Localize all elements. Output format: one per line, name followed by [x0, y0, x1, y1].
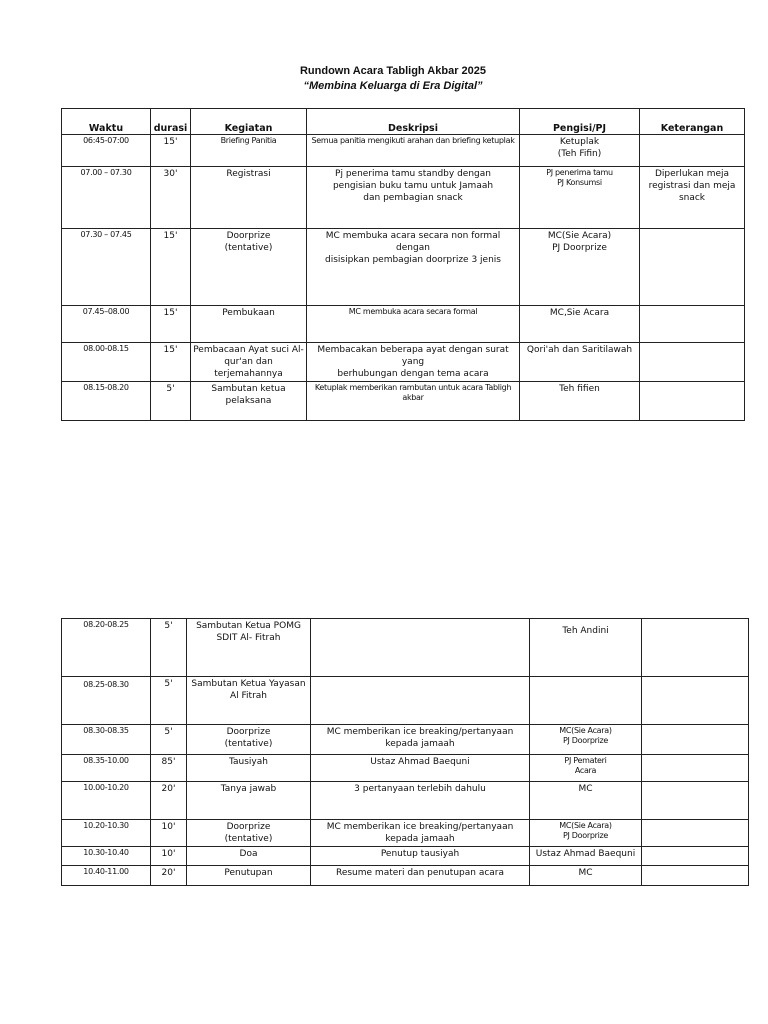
cell-waktu: 10.20-10.30 — [62, 820, 151, 847]
cell-pengisi — [530, 820, 642, 847]
cell-pengisi: Ustaz Ahmad Baequni — [530, 847, 642, 866]
cell-deskripsi — [307, 167, 520, 229]
cell-line: Sambutan Ketua Yayasan — [191, 679, 306, 689]
cell-line: Ketuplak memberikan rambutan untuk acara Tabligh — [314, 383, 512, 392]
table-row — [62, 343, 745, 382]
header-kegiatan: Kegiatan — [191, 109, 307, 135]
cell-waktu: 10.40-11.00 — [62, 866, 151, 886]
cell-deskripsi — [311, 820, 530, 847]
cell-kegiatan — [187, 677, 311, 725]
cell-line: MC(Sie Acara) — [547, 231, 612, 241]
document-title: Rundown Acara Tabligh Akbar 2025 — [299, 65, 487, 77]
cell-deskripsi — [307, 382, 520, 421]
cell-waktu: 10.00-10.20 — [62, 782, 151, 820]
cell-line: Pembacaan Ayat suci Al- — [193, 345, 304, 355]
cell-kegiatan: Registrasi — [191, 167, 307, 229]
cell-keterangan — [640, 343, 745, 382]
cell-line: Ketuplak — [559, 137, 600, 147]
cell-deskripsi — [307, 343, 520, 382]
cell-keterangan — [642, 820, 749, 847]
cell-deskripsi: Penutup tausiyah — [311, 847, 530, 866]
cell-durasi: 5' — [151, 725, 187, 755]
document-title-block — [0, 64, 768, 94]
table-row — [62, 135, 745, 167]
cell-kegiatan — [187, 619, 311, 677]
cell-line: Al Fitrah — [230, 691, 267, 701]
cell-keterangan — [642, 866, 749, 886]
cell-line: Acara — [574, 766, 597, 775]
cell-durasi: 10' — [151, 847, 187, 866]
cell-waktu: 07.45–08.00 — [62, 306, 151, 343]
header-pengisi: Pengisi/PJ — [520, 109, 640, 135]
cell-line: MC(Sie Acara) — [559, 821, 612, 830]
cell-keterangan — [640, 229, 745, 306]
cell-pengisi — [530, 677, 642, 725]
cell-line: MC memberikan ice breaking/pertanyaan — [326, 727, 514, 737]
cell-kegiatan: Briefing Panitia — [191, 135, 307, 167]
cell-line: Doorprize — [226, 727, 271, 737]
cell-line: Membacakan beberapa ayat dengan surat yang — [317, 345, 509, 367]
header-waktu: Waktu — [62, 109, 151, 135]
cell-line: PJ Pemateri — [564, 756, 607, 765]
cell-line: MC memberikan ice breaking/pertanyaan — [326, 822, 514, 832]
cell-keterangan — [642, 782, 749, 820]
cell-durasi: 15' — [151, 135, 191, 167]
cell-deskripsi: 3 pertanyaan terlebih dahulu — [311, 782, 530, 820]
cell-line: akbar — [402, 393, 424, 402]
cell-line: PJ Doorprize — [562, 736, 609, 745]
cell-kegiatan: Tausiyah — [187, 755, 311, 782]
cell-durasi: 10' — [151, 820, 187, 847]
cell-pengisi: MC — [530, 782, 642, 820]
rundown-table-2 — [61, 618, 749, 886]
cell-deskripsi — [311, 619, 530, 677]
table-row — [62, 677, 749, 725]
cell-pengisi: Qori'ah dan Saritilawah — [520, 343, 640, 382]
cell-line: PJ Konsumsi — [557, 178, 602, 187]
cell-line: MC(Sie Acara) — [559, 726, 612, 735]
cell-keterangan — [640, 382, 745, 421]
cell-keterangan — [640, 306, 745, 343]
cell-deskripsi: MC membuka acara secara formal — [307, 306, 520, 343]
cell-kegiatan: Pembukaan — [191, 306, 307, 343]
cell-line: Sambutan Ketua POMG — [196, 621, 301, 631]
cell-waktu: 08.15-08.20 — [62, 382, 151, 421]
cell-keterangan — [640, 135, 745, 167]
table-row — [62, 306, 745, 343]
cell-line: Doorprize — [226, 231, 271, 241]
header-keterangan: Keterangan — [640, 109, 745, 135]
cell-durasi: 15' — [151, 306, 191, 343]
cell-line: SDIT Al- Fitrah — [216, 633, 281, 643]
cell-kegiatan — [191, 229, 307, 306]
cell-line: PJ penerima tamu — [546, 168, 613, 177]
cell-durasi: 15' — [151, 229, 191, 306]
header-deskripsi: Deskripsi — [307, 109, 520, 135]
cell-line: PJ Doorprize — [562, 831, 609, 840]
cell-line: berhubungan dengan tema acara — [337, 369, 489, 379]
cell-keterangan — [642, 847, 749, 866]
cell-pengisi: MC,Sie Acara — [520, 306, 640, 343]
cell-line: Doorprize — [226, 822, 271, 832]
cell-durasi: 5' — [151, 677, 187, 725]
cell-line: MC membuka acara secara non formal dengan — [325, 231, 501, 253]
cell-durasi: 20' — [151, 866, 187, 886]
cell-line: pengisian buku tamu untuk Jamaah — [332, 181, 494, 191]
cell-kegiatan — [191, 343, 307, 382]
cell-waktu: 08.35-10.00 — [62, 755, 151, 782]
table-row — [62, 820, 749, 847]
cell-kegiatan: Sambutan ketua pelaksana — [191, 382, 307, 421]
cell-durasi: 5' — [151, 619, 187, 677]
cell-kegiatan: Penutupan — [187, 866, 311, 886]
cell-line: (tentative) — [224, 243, 273, 253]
cell-pengisi — [530, 755, 642, 782]
document-subtitle: “Membina Keluarga di Era Digital” — [303, 80, 483, 92]
cell-pengisi — [520, 167, 640, 229]
cell-line: Pj penerima tamu standby dengan — [335, 169, 491, 179]
header-durasi: durasi — [151, 109, 191, 135]
cell-line: qur'an dan terjemahannya — [214, 357, 283, 379]
cell-line: disisipkan pembagian doorprize 3 jenis — [325, 255, 501, 265]
cell-pengisi — [520, 229, 640, 306]
cell-deskripsi: Ustaz Ahmad Baequni — [311, 755, 530, 782]
cell-waktu: 08.25-08.30 — [62, 677, 151, 725]
cell-durasi: 85' — [151, 755, 187, 782]
table-row — [62, 755, 749, 782]
cell-waktu: 07.30 – 07.45 — [62, 229, 151, 306]
cell-kegiatan — [187, 725, 311, 755]
cell-keterangan — [642, 677, 749, 725]
table-row — [62, 382, 745, 421]
cell-waktu: 08.00-08.15 — [62, 343, 151, 382]
table-row — [62, 229, 745, 306]
cell-line: kepada jamaah — [385, 834, 455, 844]
table-row — [62, 782, 749, 820]
cell-line: (Teh Fifin) — [557, 149, 602, 159]
cell-pengisi: Teh fifien — [520, 382, 640, 421]
cell-pengisi — [530, 725, 642, 755]
cell-line: (tentative) — [224, 834, 273, 844]
cell-line: PJ Doorprize — [552, 243, 607, 253]
cell-line: kepada jamaah — [385, 739, 455, 749]
table-row — [62, 619, 749, 677]
cell-durasi: 20' — [151, 782, 187, 820]
cell-durasi: 5' — [151, 382, 191, 421]
cell-pengisi — [520, 135, 640, 167]
cell-deskripsi — [307, 229, 520, 306]
cell-durasi: 15' — [151, 343, 191, 382]
cell-line: (tentative) — [224, 739, 273, 749]
cell-kegiatan: Doa — [187, 847, 311, 866]
cell-deskripsi: Resume materi dan penutupan acara — [311, 866, 530, 886]
cell-waktu: 10.30-10.40 — [62, 847, 151, 866]
cell-pengisi: Teh Andini — [530, 619, 642, 677]
table-row — [62, 866, 749, 886]
cell-pengisi: MC — [530, 866, 642, 886]
cell-keterangan — [642, 725, 749, 755]
table-header-row — [62, 109, 745, 135]
cell-waktu: 06:45-07:00 — [62, 135, 151, 167]
cell-line: dan pembagian snack — [363, 193, 463, 203]
cell-waktu: 08.20-08.25 — [62, 619, 151, 677]
cell-durasi: 30' — [151, 167, 191, 229]
cell-kegiatan — [187, 820, 311, 847]
table-row — [62, 725, 749, 755]
cell-keterangan — [642, 619, 749, 677]
cell-keterangan — [642, 755, 749, 782]
cell-deskripsi: Semua panitia mengikuti arahan dan briefing ketuplak — [307, 135, 520, 167]
rundown-table-1 — [61, 108, 745, 421]
table-row — [62, 167, 745, 229]
table-row — [62, 847, 749, 866]
cell-keterangan: Diperlukan meja registrasi dan meja snack — [640, 167, 745, 229]
cell-kegiatan: Tanya jawab — [187, 782, 311, 820]
cell-deskripsi — [311, 725, 530, 755]
cell-waktu: 07.00 – 07.30 — [62, 167, 151, 229]
cell-deskripsi — [311, 677, 530, 725]
cell-waktu: 08.30-08.35 — [62, 725, 151, 755]
